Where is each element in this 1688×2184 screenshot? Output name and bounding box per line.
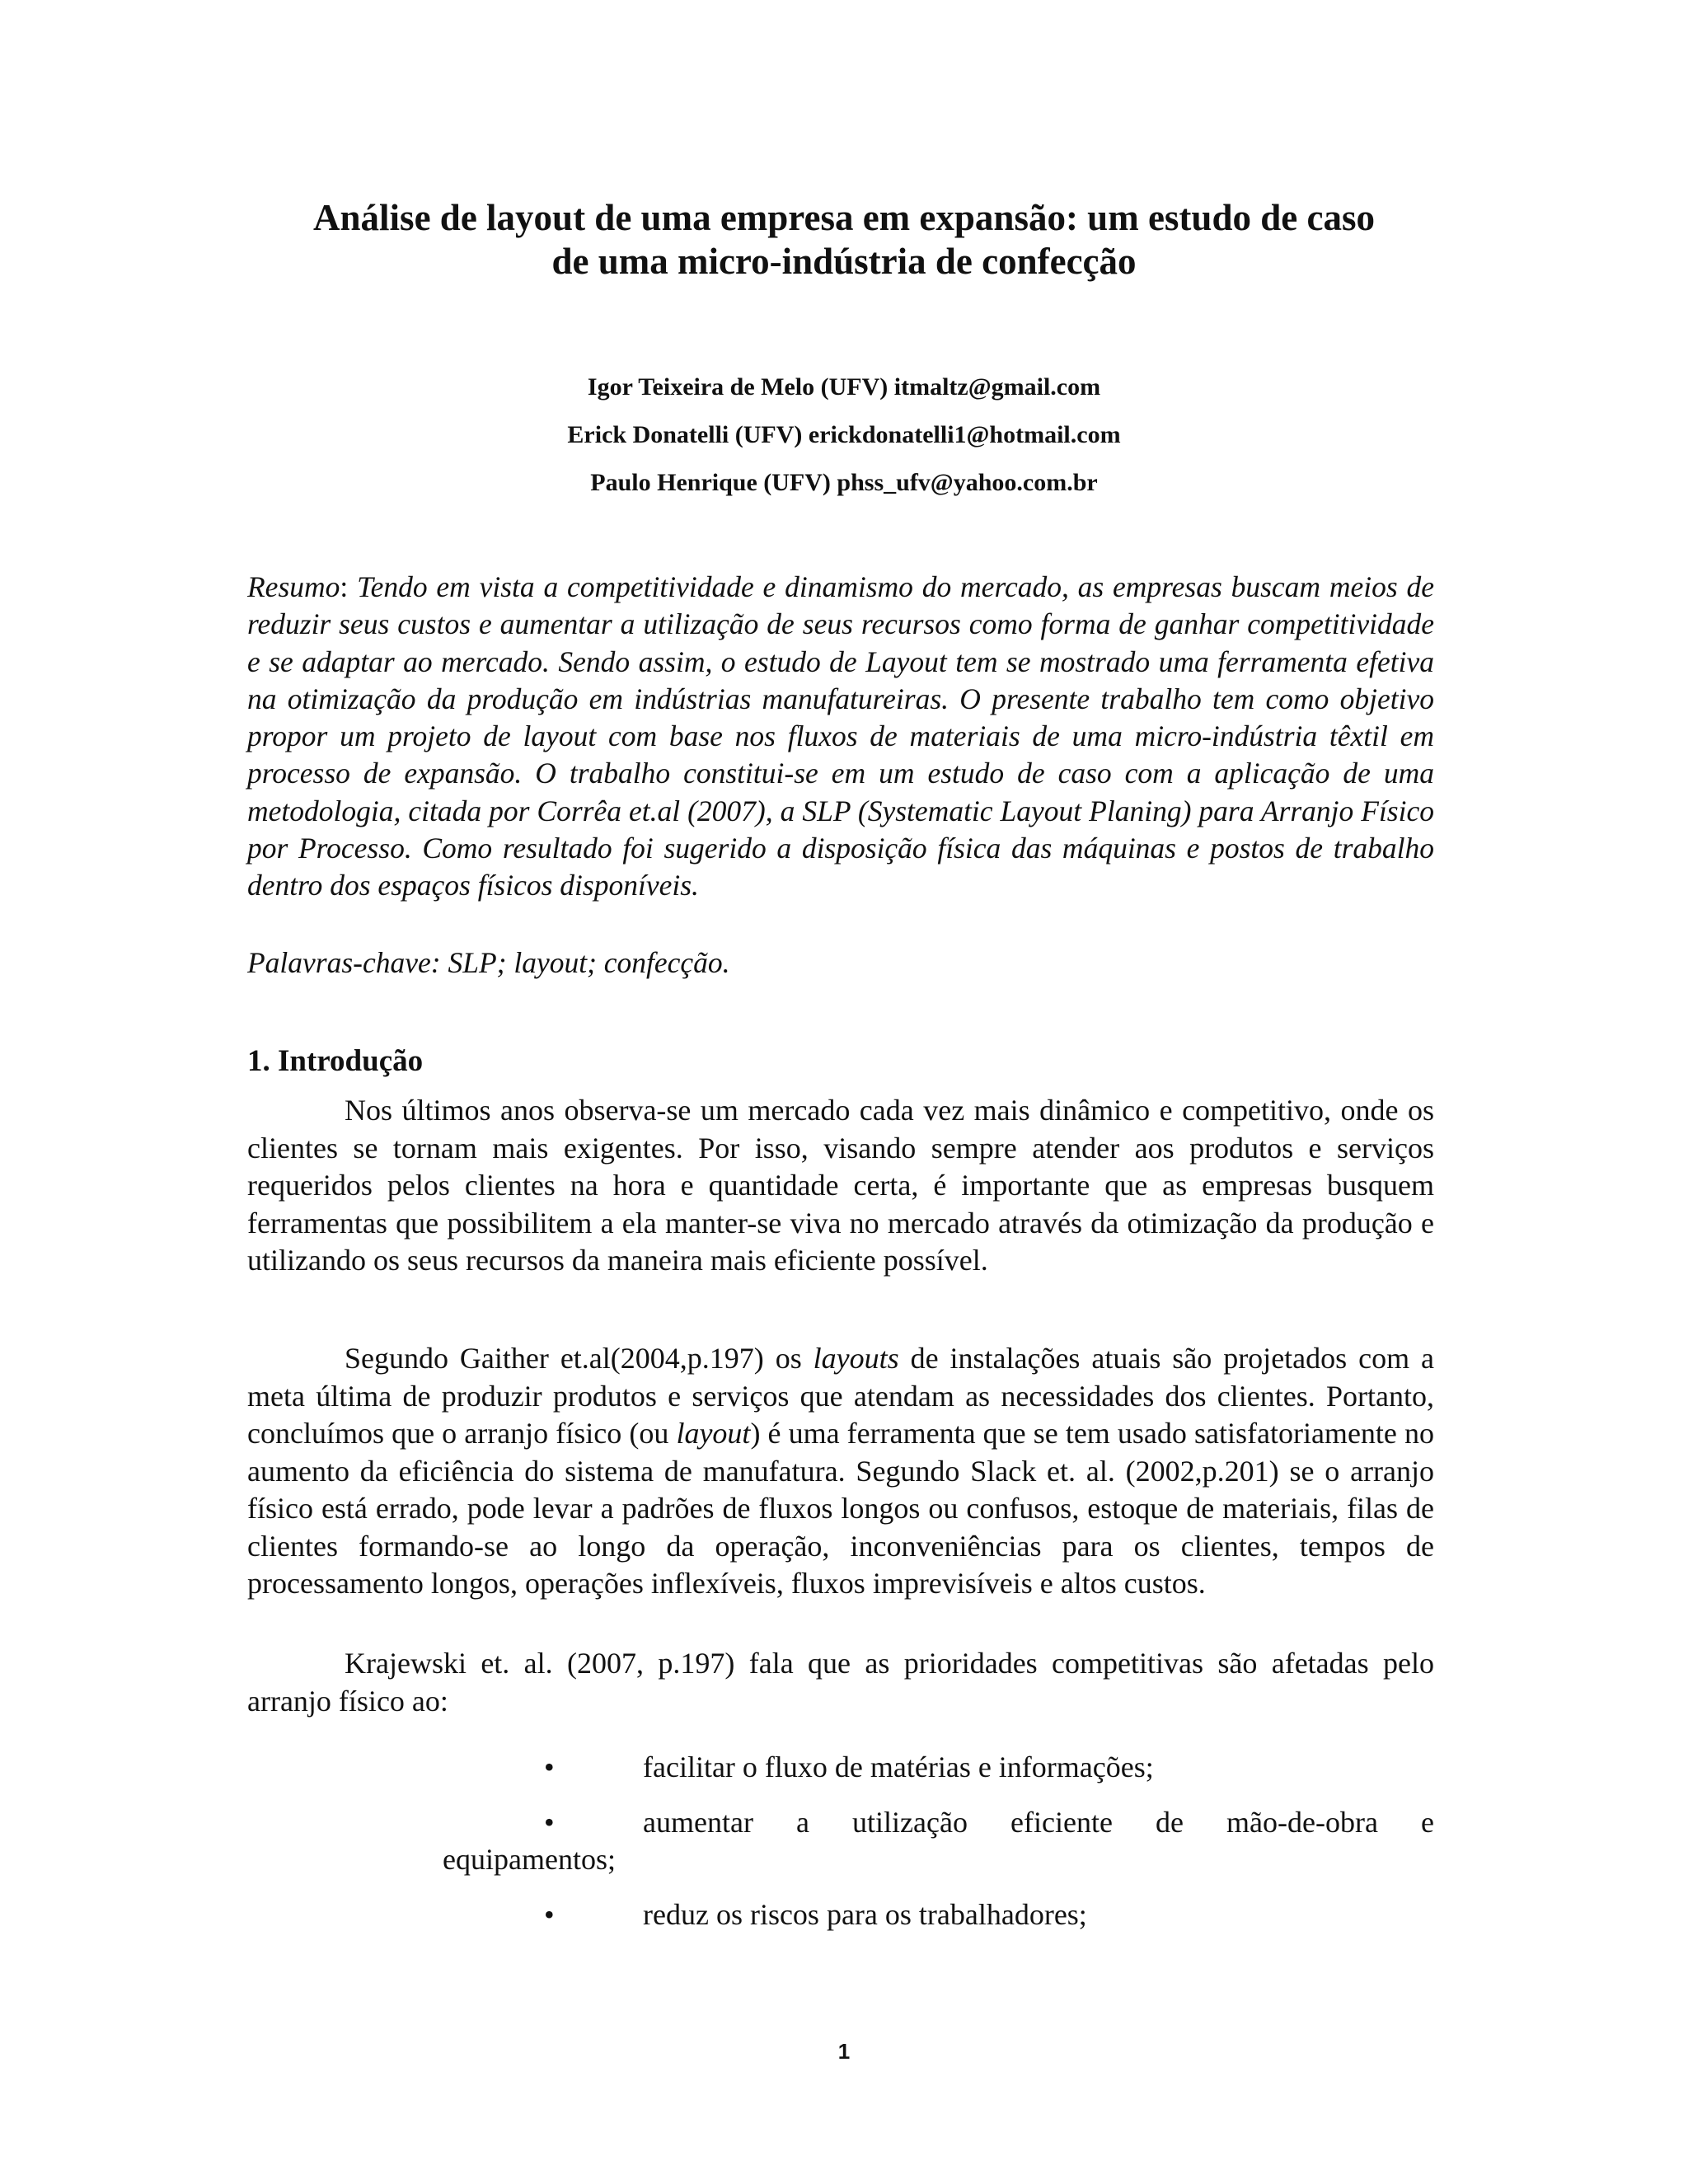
abstract-separator: :	[340, 570, 358, 603]
bullet-item-1: facilitar o fluxo de matérias e informações;	[643, 1750, 1154, 1783]
intro-paragraph-1: Nos últimos anos observa-se um mercado cada vez mais dinâmico e competitivo, onde os clientes se tornam mais exigentes. Por isso, visando sempre atender aos produtos e serviços requeridos pelos clientes na hora e quantidade certa, é importante que as empresas busquem ferramentas que possibilitem a ela manter-se viva no mercado através da otimização da produção e utilizando os seus recursos da maneira mais eficiente possível.	[247, 1094, 1434, 1277]
author-3: Paulo Henrique (UFV) phss_ufv@yahoo.com.br	[590, 469, 1098, 496]
section-heading-introducao: 1. Introdução	[247, 1044, 424, 1078]
page-number: 1	[837, 2039, 851, 2064]
bullet-item-2: aumentar a utilização eficiente de mão-de-obra e	[643, 1806, 1434, 1839]
intro-paragraph-2	[247, 1340, 1434, 1603]
author-1: Igor Teixeira de Melo (UFV) itmaltz@gmail.com	[587, 373, 1101, 401]
p2-text-b: de instalações atuais são projetados com a meta última de produzir produtos e serviços que atendam as necessidades dos clientes. Portanto, concluímos que o arranjo físico (ou	[247, 1342, 1434, 1450]
p2-text-a: Segundo Gaither et.al(2004,p.197) os	[345, 1342, 814, 1375]
paper-title	[198, 196, 1490, 284]
abstract-text: Tendo em vista a competitividade e dinamismo do mercado, as empresas buscam meios de reduzir seus custos e aumentar a utilização de seus recursos como forma de ganhar competitividade e se adaptar ao mercado. Sendo assim, o estudo de Layout tem se mostrado uma ferramenta efetiva na otimização da produção em indústrias manufatureiras. O presente trabalho tem como objetivo propor um projeto de layout com base nos fluxos de materiais de uma micro-indústria têxtil em processo de expansão. O trabalho constitui-se em um estudo de caso com a aplicação de uma metodologia, citada por Corrêa et.al (2007), a SLP (Systematic Layout Planing) para Arranjo Físico por Processo. Como resultado foi sugerido a disposição física das máquinas e postos de trabalho dentro dos espaços físicos disponíveis.	[247, 570, 1434, 902]
keywords: Palavras-chave: SLP; layout; confecção.	[247, 946, 730, 979]
intro-paragraph-3: Krajewski et. al. (2007, p.197) fala que as prioridades competitivas são afetadas pelo arranjo físico ao:	[247, 1647, 1434, 1718]
p2-emphasis-layout: layout	[676, 1417, 751, 1450]
bullet-item-3: reduz os riscos para os trabalhadores;	[643, 1898, 1087, 1931]
bullet-item-2-continuation: equipamentos;	[443, 1843, 616, 1876]
title-line-2: de uma micro-indústria de confecção	[551, 241, 1137, 282]
bullet-dot-2: •	[544, 1806, 555, 1839]
abstract	[247, 569, 1434, 905]
abstract-label: Resumo	[247, 570, 340, 603]
bullet-dot-3: •	[544, 1898, 555, 1931]
p2-emphasis-layouts: layouts	[813, 1342, 899, 1375]
author-list	[198, 371, 1490, 514]
author-2: Erick Donatelli (UFV) erickdonatelli1@hotmail.com	[567, 421, 1121, 448]
p2-text-c: ) é uma ferramenta que se tem usado satisfatoriamente no aumento da eficiência do sistema de manufatura. Segundo Slack et. al. (2002,p.201) se o arranjo físico está errado, pode levar a padrões de fluxos longos ou confusos, estoque de materiais, filas de clientes formando-se ao longo da operação, inconveniências para os clientes, tempos de processamento longos, operações inflexíveis, fluxos imprevisíveis e altos custos.	[247, 1417, 1434, 1600]
bullet-dot-1: •	[544, 1750, 555, 1783]
title-line-1: Análise de layout de uma empresa em expansão: um estudo de caso	[313, 197, 1375, 238]
